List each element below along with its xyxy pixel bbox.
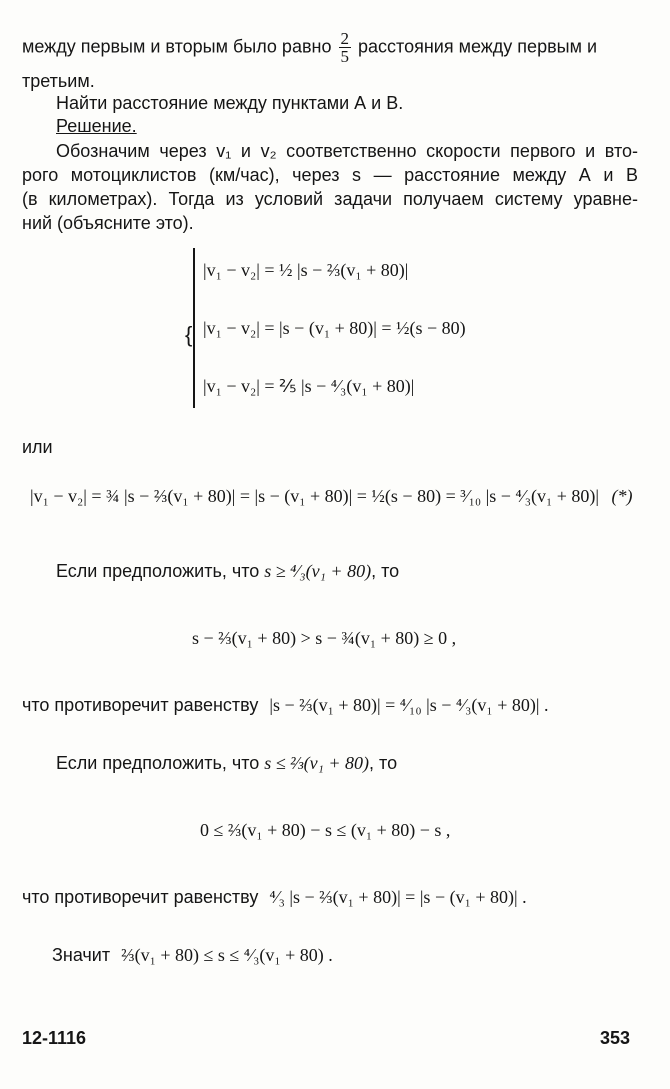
conclusion-text: Значит — [52, 945, 111, 965]
conclusion — [52, 944, 333, 966]
system-equation-2: |v₁ − v₂| = |s − (v₁ + 80)| = ½(s − 80) — [203, 318, 466, 338]
page-number: 353 — [600, 1028, 631, 1048]
text-ili: или — [22, 437, 53, 457]
case2-formula: s ≤ ⅔(v₁ + 80) — [264, 753, 370, 773]
equation-star-label: (*) — [611, 486, 633, 506]
fraction-2-5: $\frac{2}{5}$ — [340, 29, 349, 66]
case1-condition — [56, 560, 399, 582]
case2-suffix: , то — [369, 753, 398, 773]
system-brace: { — [185, 322, 193, 347]
text-l1a: между первым и вторым было равно — [22, 36, 332, 57]
footer-code: 12-1116 — [22, 1028, 87, 1048]
system-equation-3: |v₁ − v₂| = ⅖ |s − ⁴⁄₃(v₁ + 80)| — [203, 376, 415, 396]
case2-prefix: Если предположить, что — [56, 753, 260, 773]
case2-contradiction-text: что противоречит равенству — [22, 887, 259, 907]
solution-heading: Решение. — [56, 116, 137, 136]
case1-prefix: Если предположить, что — [56, 561, 260, 581]
paragraph-line-4: ний (объясните это). — [22, 213, 194, 233]
equation-system — [185, 248, 485, 408]
conclusion-formula: ⅔(v₁ + 80) ≤ s ≤ ⁴⁄₃(v₁ + 80) . — [121, 945, 333, 965]
paragraph-line-3: (в километрах). Тогда из условий задачи получаем систему уравне- — [22, 189, 638, 209]
paragraph-line-2: рого мотоциклистов (км/час), через s — расстояние между А и В — [22, 165, 638, 185]
case1-contradiction-text: что противоречит равенству — [22, 695, 259, 715]
problem-question: Найти расстояние между пунктами А и В. — [56, 93, 404, 113]
case2-contradiction — [22, 886, 527, 908]
case1-formula: s ≥ ⁴⁄₃(v₁ + 80) — [264, 561, 372, 581]
equation-star — [30, 486, 633, 507]
equation-star-body: |v₁ − v₂| = ¾ |s − ⅔(v₁ + 80)| = |s − (v₁ + 80)| = ½(s − 80) = ³⁄₁₀ |s − ⁴⁄₃(v₁ + 80)| — [30, 486, 600, 506]
text-l1b: расстояния между первым и — [358, 36, 598, 57]
system-equation-1: |v₁ − v₂| = ½ |s − ⅔(v₁ + 80)| — [203, 260, 409, 280]
paragraph-line-1: Обозначим через v₁ и v₂ соответственно скорости первого и вто- — [56, 141, 638, 161]
case2-condition — [56, 752, 397, 774]
text-line-1 — [22, 30, 597, 65]
text-line-2: третьим. — [22, 71, 95, 91]
case1-contradiction — [22, 694, 548, 716]
case1-suffix: , то — [371, 561, 400, 581]
case2-inequality: 0 ≤ ⅔(v₁ + 80) − s ≤ (v₁ + 80) − s , — [200, 820, 451, 840]
case1-contradiction-formula: |s − ⅔(v₁ + 80)| = ⁴⁄₁₀ |s − ⁴⁄₃(v₁ + 80)| . — [269, 695, 549, 715]
case1-inequality: s − ⅔(v₁ + 80) > s − ¾(v₁ + 80) ≥ 0 , — [192, 628, 457, 648]
case2-contradiction-formula: ⁴⁄₃ |s − ⅔(v₁ + 80)| = |s − (v₁ + 80)| . — [269, 887, 527, 907]
